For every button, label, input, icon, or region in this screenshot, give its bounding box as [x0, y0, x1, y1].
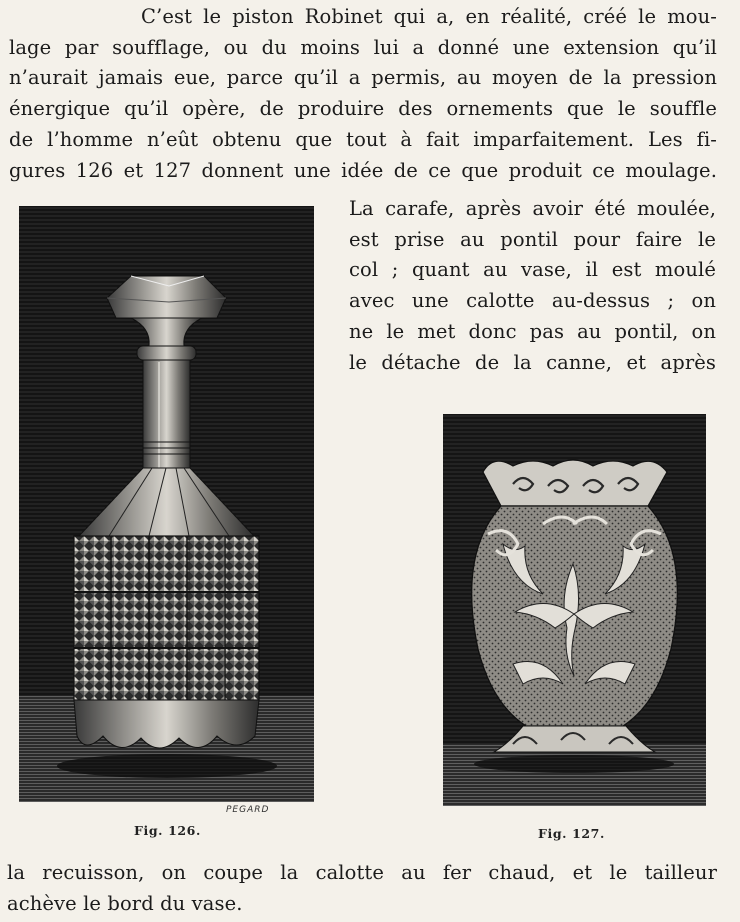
text-line: est prise au pontil pour faire le [349, 227, 716, 251]
text-line: col ; quant au vase, il est moulé [349, 258, 716, 282]
text-line: achève le bord du vase. [7, 891, 243, 915]
text-line: La carafe, après avoir été moulée, [349, 197, 716, 220]
text-line: gures 126 et 127 donnent une idée de ce que produit ce moulage. [9, 158, 717, 182]
text-line: la recuisson, on coupe la calotte au fer chaud, et le tailleur [7, 861, 717, 884]
figure-127-caption: Fig. 127. [538, 826, 605, 841]
figure-126-carafe [19, 206, 314, 802]
paragraph-closing [7, 858, 717, 919]
text-line: de l’homme n’eût obtenu que tout à fait imparfaitement. Les fi- [9, 127, 717, 151]
engraver-signature: PEGARD [226, 805, 270, 815]
text-line: ne le met donc pas au pontil, on [349, 319, 716, 343]
text-line: lage par soufflage, ou du moins lui a donné une extension qu’il [9, 35, 717, 59]
paragraph-intro [9, 2, 717, 186]
paragraph-side [349, 194, 716, 378]
text-line: C’est le piston Robinet qui a, en réalité, créé le mou- [141, 5, 717, 28]
text-line: énergique qu’il opère, de produire des ornements que le souffle [9, 97, 717, 121]
engraved-carafe-icon [19, 206, 314, 802]
text-line: n’aurait jamais eue, parce qu’il a permis, au moyen de la pression [9, 66, 717, 90]
figure-126-caption: Fig. 126. [134, 823, 201, 838]
figure-127-vase [443, 414, 706, 806]
engraved-ornate-vase-icon [443, 414, 706, 806]
text-line: avec une calotte au-dessus ; on [349, 289, 716, 313]
text-line: le détache de la canne, et après [349, 350, 716, 374]
